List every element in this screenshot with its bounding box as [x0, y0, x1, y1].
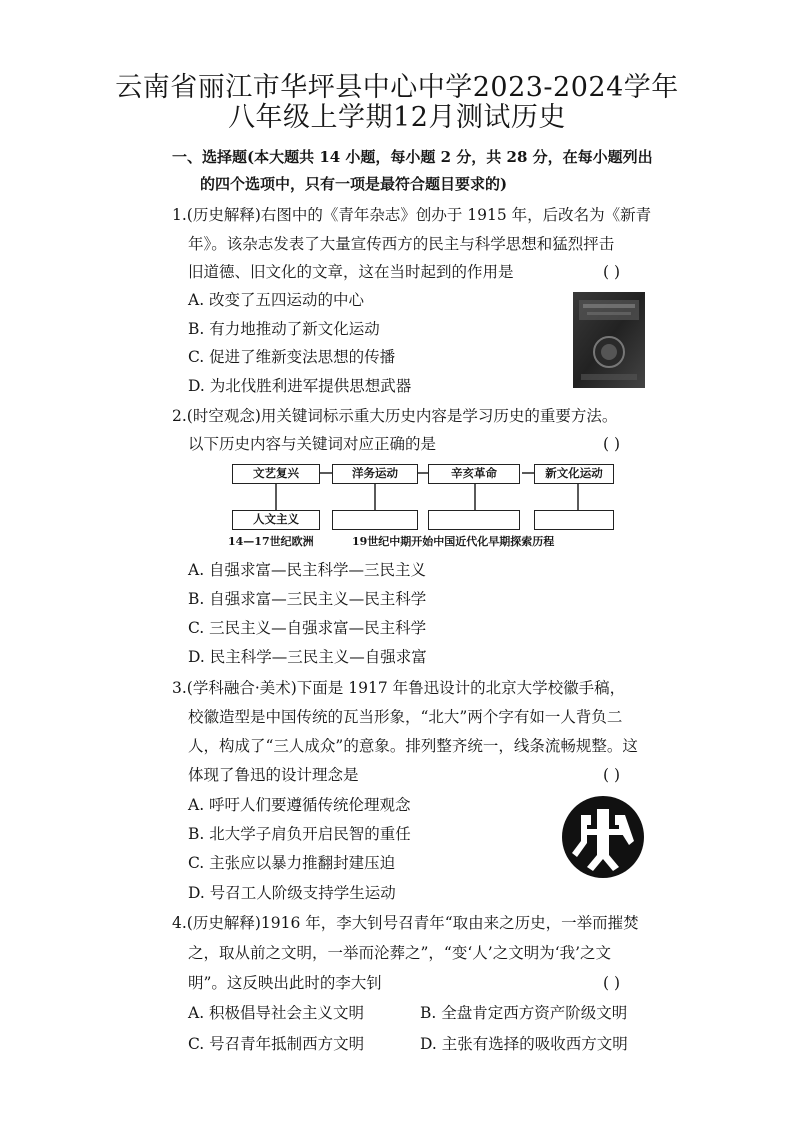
diagram-box-1911-revolution: 辛亥革命	[428, 464, 520, 484]
section-heading-line1: 一、选择题(本大题共 14 小题，每小题 2 分，共 28 分，在每小题列出	[172, 148, 653, 166]
diagram-box-new-culture: 新文化运动	[534, 464, 614, 484]
page-title-line1: 云南省丽江市华坪县中心中学2023-2024学年	[115, 72, 679, 103]
diagram-box-renaissance: 文艺复兴	[232, 464, 320, 484]
q2-stem-line1: 2.(时空观念)用关键词标示重大历史内容是学习历史的重要方法。	[172, 407, 618, 425]
q1-option-b: B. 有力地推动了新文化运动	[188, 320, 380, 338]
q4-stem-line2: 之，取从前之文明，一举而沦葬之”，“变‘人’之文明为‘我’之文	[188, 944, 612, 962]
q2-option-a: A. 自强求富—民主科学—三民主义	[188, 561, 427, 579]
q4-option-b: B. 全盘肯定西方资产阶级文明	[420, 1004, 628, 1022]
q3-option-a: A. 呼吁人们要遵循传统伦理观念	[188, 796, 411, 814]
q1-stem-line1: 1.(历史解释)右图中的《青年杂志》创办于 1915 年，后改名为《新青	[172, 206, 652, 224]
q3-stem-line4: 体现了鲁迅的设计理念是	[188, 766, 359, 784]
diagram-blank-box-3	[534, 510, 614, 530]
page-title-line2: 八年级上学期12月测试历史	[228, 102, 566, 133]
q3-answer-paren: ( )	[603, 766, 621, 784]
q1-stem-line3: 旧道德、旧文化的文章，这在当时起到的作用是	[188, 263, 514, 281]
q4-answer-paren: ( )	[603, 974, 621, 992]
q2-stem-line2: 以下历史内容与关键词对应正确的是	[188, 435, 437, 453]
q1-stem-line2: 年》。该杂志发表了大量宣传西方的民主与科学思想和猛烈抨击	[188, 235, 615, 253]
q1-option-c: C. 促进了维新变法思想的传播	[188, 348, 396, 366]
q2-option-d: D. 民主科学—三民主义—自强求富	[188, 648, 427, 666]
q3-stem-line1: 3.(学科融合·美术)下面是 1917 年鲁迅设计的北京大学校徽手稿，	[172, 679, 626, 697]
section-heading-line2: 的四个选项中，只有一项是最符合题目要求的)	[200, 175, 508, 193]
q1-option-a: A. 改变了五四运动的中心	[188, 291, 365, 309]
q4-option-c: C. 号召青年抵制西方文明	[188, 1035, 365, 1053]
pku-badge-image	[561, 795, 645, 879]
diagram-blank-box-1	[332, 510, 418, 530]
q2-option-c: C. 三民主义—自强求富—民主科学	[188, 619, 427, 637]
q4-stem-line1: 4.(历史解释)1916 年，李大钊号召青年“取由来之历史，一举而摧焚	[172, 914, 639, 932]
q3-option-c: C. 主张应以暴力推翻封建压迫	[188, 854, 396, 872]
q3-stem-line2: 校徽造型是中国传统的瓦当形象，“北大”两个字有如一人背负二	[188, 708, 623, 726]
q4-option-d: D. 主张有选择的吸收西方文明	[420, 1035, 628, 1053]
q3-option-b: B. 北大学子肩负开启民智的重任	[188, 825, 411, 843]
magazine-cover-image	[573, 292, 645, 388]
q3-option-d: D. 号召工人阶级支持学生运动	[188, 884, 396, 902]
q1-answer-paren: ( )	[603, 263, 621, 281]
q3-stem-line3: 人，构成了“三人成众”的意象。排列整齐统一，线条流畅规整。这	[188, 737, 638, 755]
q4-stem-line3: 明”。这反映出此时的李大钊	[188, 974, 382, 992]
q2-option-b: B. 自强求富—三民主义—民主科学	[188, 590, 427, 608]
q2-answer-paren: ( )	[603, 435, 621, 453]
diagram-caption-left: 14—17世纪欧洲	[228, 535, 314, 548]
diagram-box-humanism: 人文主义	[232, 510, 320, 530]
diagram-box-westernization: 洋务运动	[332, 464, 418, 484]
diagram-blank-box-2	[428, 510, 520, 530]
diagram-caption-right: 19世纪中期开始中国近代化早期探索历程	[352, 535, 555, 548]
q4-option-a: A. 积极倡导社会主义文明	[188, 1004, 365, 1022]
q1-option-d: D. 为北伐胜利进军提供思想武器	[188, 377, 412, 395]
